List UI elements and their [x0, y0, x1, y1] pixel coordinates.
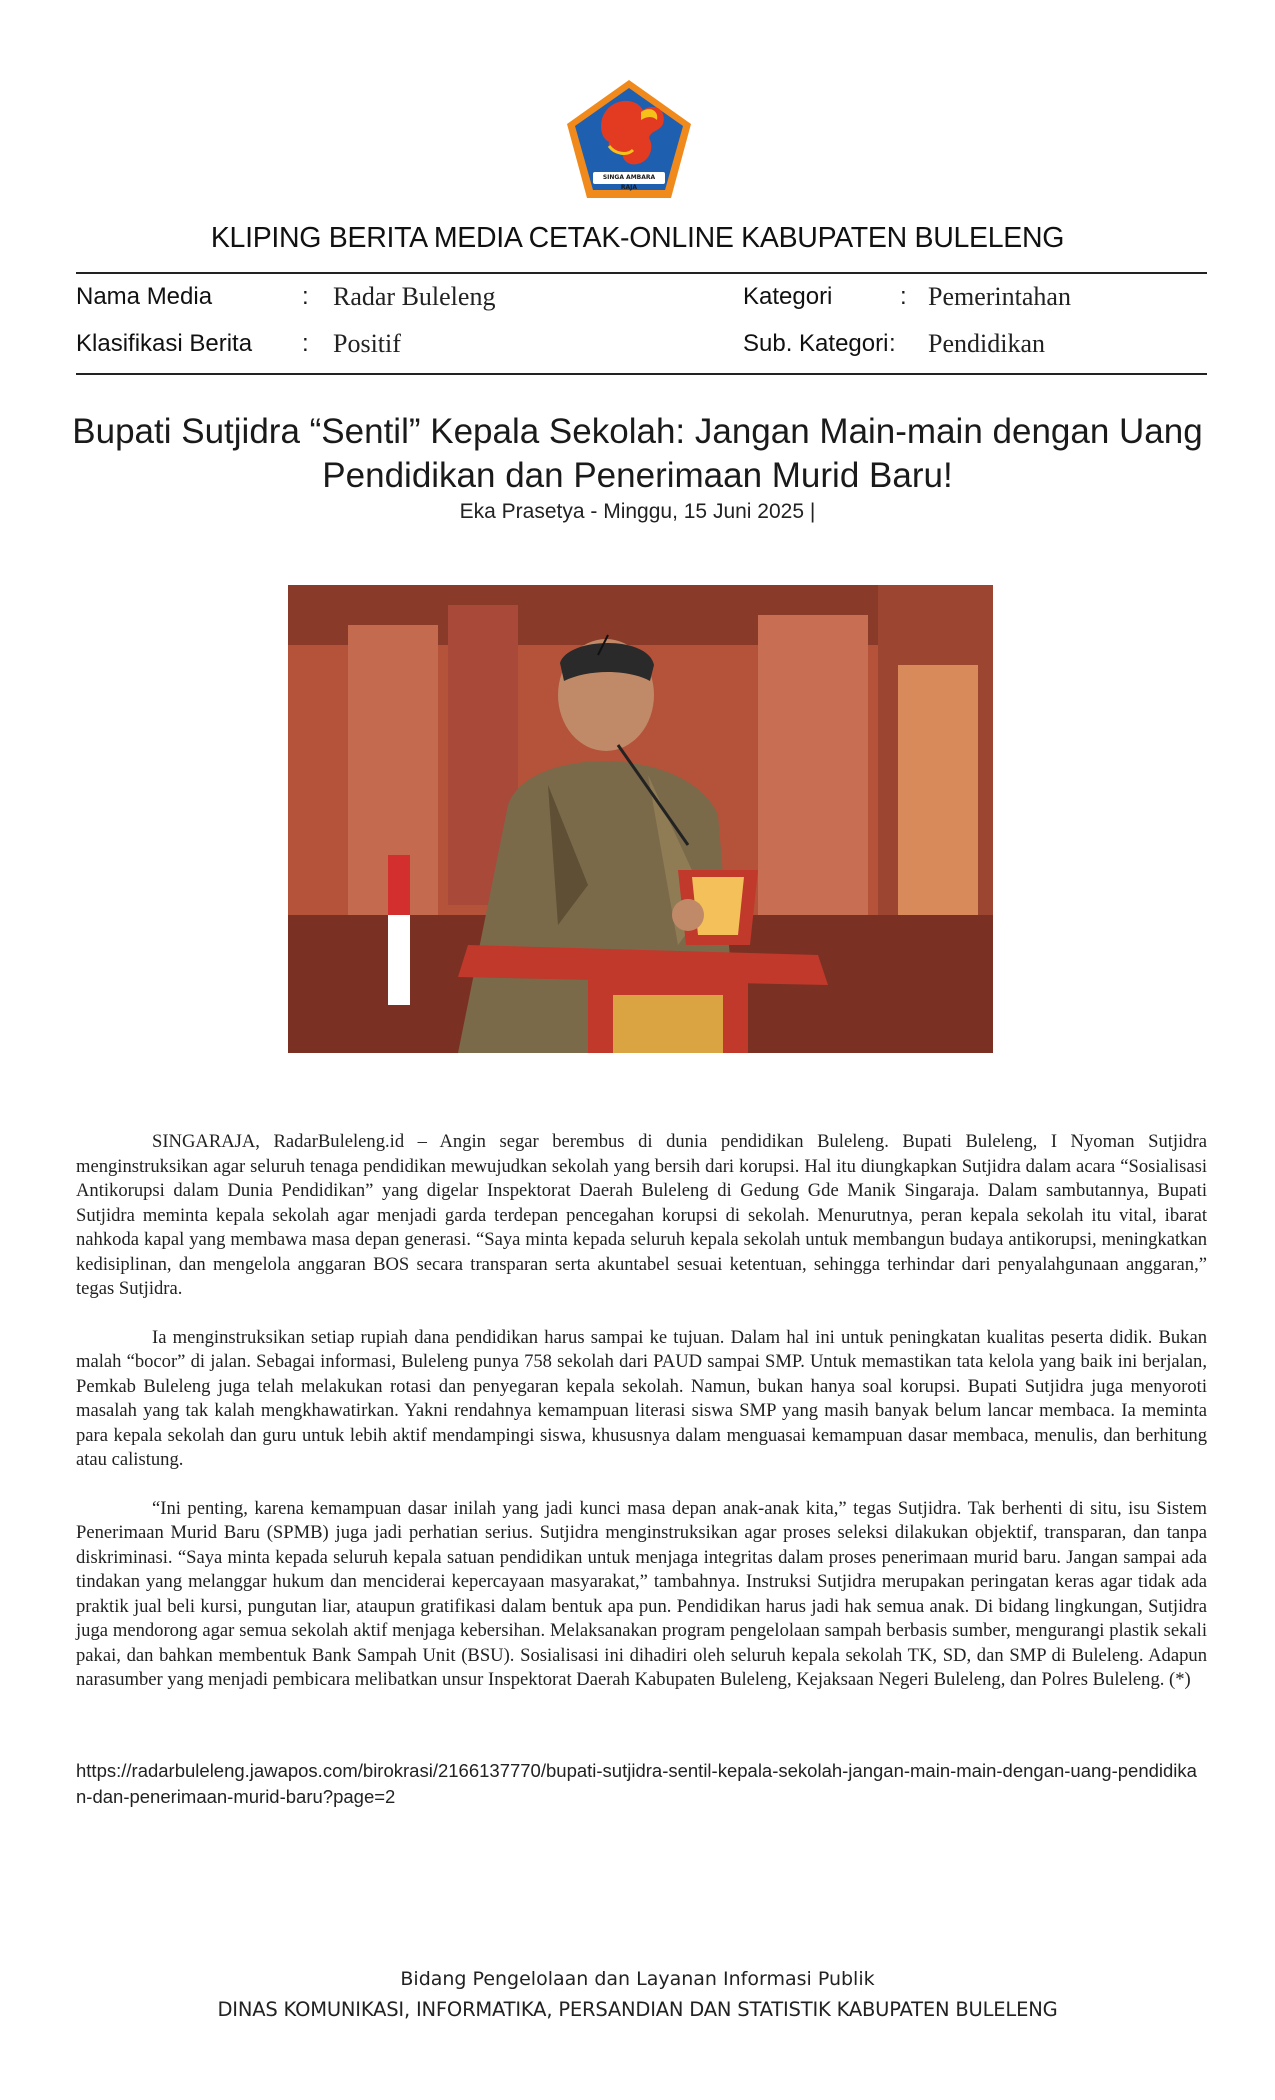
clipping-title: KLIPING BERITA MEDIA CETAK-ONLINE KABUPATEN BULELENG: [210, 222, 1065, 254]
source-url-link[interactable]: https://radarbuleleng.jawapos.com/birokrasi/2166137770/bupati-sutjidra-sentil-kepala-sekolah-jangan-main-main-dengan-uang-pendidikan-dan-penerimaan-murid-baru?page=2: [76, 1760, 1197, 1807]
media-label: Nama Media: [76, 283, 213, 310]
header-top-rule: [76, 272, 1207, 274]
crest-motto: SINGA AMBARA RAJA: [602, 174, 656, 191]
speaker-at-podium-photo: [288, 585, 993, 1053]
headline-line-1: Bupati Sutjidra “Sentil” Kepala Sekolah: Jangan Main-main dengan Uang: [72, 412, 1203, 451]
subkategori-value: Pendidikan: [928, 329, 1045, 358]
footer-department: Bidang Pengelolaan dan Layanan Informasi Publik: [400, 1968, 875, 1990]
klasifikasi-label: Klasifikasi Berita: [76, 330, 253, 357]
kategori-value: Pemerintahan: [928, 282, 1071, 311]
kategori-label: Kategori: [743, 283, 833, 310]
media-colon: :: [302, 283, 309, 310]
header-bottom-rule: [76, 373, 1207, 375]
article-byline: Eka Prasetya - Minggu, 15 Juni 2025 |: [459, 500, 816, 523]
article-body: [76, 1130, 1207, 1717]
klasifikasi-colon: :: [302, 330, 309, 357]
subkategori-colon: :: [889, 330, 896, 357]
media-value: Radar Buleleng: [333, 282, 496, 311]
klasifikasi-value: Positif: [333, 329, 401, 358]
headline-line-2: Pendidikan dan Penerimaan Murid Baru!: [322, 456, 953, 495]
article-paragraph-1: SINGARAJA, RadarBuleleng.id – Angin segar berembus di dunia pendidikan Buleleng. Bupati Buleleng, I Nyoman Sutjidra menginstruksikan agar seluruh tenaga pendidikan mewujudkan sekolah yang bersih dari korupsi. Hal itu diungkapkan Sutjidra dalam acara “Sosialisasi Antikorupsi dalam Dunia Pendidikan” yang digelar Inspektorat Daerah Buleleng di Gedung Gde Manik Singaraja. Dalam sambutannya, Bupati Sutjidra meminta kepala sekolah agar menjadi garda terdepan pencegahan korupsi di sekolah. Menurutnya, peran kepala sekolah itu vital, ibarat nahkoda kapal yang membawa masa depan generasi. “Saya minta kepada seluruh kepala sekolah untuk membangun budaya antikorupsi, meningkatkan kedisiplinan, dan mengelola anggaran BOS secara transparan serta akuntabel sesuai ketentuan, sehingga terhindar dari penyalahgunaan anggaran,” tegas Sutjidra.: [76, 1131, 1207, 1299]
article-paragraph-2: Ia menginstruksikan setiap rupiah dana pendidikan harus sampai ke tujuan. Dalam hal ini untuk peningkatan kualitas peserta didik. Bukan malah “bocor” di jalan. Sebagai informasi, Buleleng punya 758 sekolah dari PAUD sampai SMP. Untuk memastikan tata kelola yang baik ini berjalan, Pemkab Buleleng juga telah melakukan rotasi dan penyegaran kepala sekolah. Namun, bukan hanya soal korupsi. Bupati Sutjidra juga menyoroti masalah yang tak kalah mengkhawatirkan. Yakni rendahnya kemampuan literasi siswa SMP yang masih banyak belum lancar membaca. Ia meminta para kepala sekolah dan guru untuk lebih aktif mendampingi siswa, khususnya dalam menguasai kemampuan dasar membaca, menulis, dan berhitung atau calistung.: [76, 1326, 1207, 1470]
article-paragraph-3: “Ini penting, karena kemampuan dasar inilah yang jadi kunci masa depan anak-anak kita,” tegas Sutjidra. Tak berhenti di situ, isu Sistem Penerimaan Murid Baru (SPMB) juga jadi perhatian serius. Sutjidra menginstruksikan agar proses seleksi dilakukan objektif, transparan, dan tanpa diskriminasi. “Saya minta kepada seluruh kepala satuan pendidikan untuk menjaga integritas dalam proses penerimaan murid baru. Jangan sampai ada tindakan yang melanggar hukum dan menciderai kepercayaan masyarakat,” tambahnya. Instruksi Sutjidra merupakan peringatan keras agar tidak ada praktik jual beli kursi, pungutan liar, ataupun gratifikasi dalam bentuk apa pun. Pendidikan harus jadi hak semua anak. Di bidang lingkungan, Sutjidra juga mendorong agar semua sekolah aktif menjaga kebersihan. Melaksanakan program pengelolaan sampah berbasis sumber, mengurangi plastik sekali pakai, dan bahkan membentuk Bank Sampah Unit (BSU). Sosialisasi ini dihadiri oleh seluruh kepala sekolah TK, SD, dan SMP di Buleleng. Adapun narasumber yang menjadi pembicara melibatkan unsur Inspektorat Daerah Kabupaten Buleleng, Kejaksaan Negeri Buleleng, dan Polres Buleleng. (*): [76, 1497, 1207, 1690]
article-headline: [60, 410, 1215, 498]
subkategori-label: Sub. Kategori: [743, 330, 889, 357]
article-photo: [288, 585, 993, 1053]
kategori-colon: :: [900, 283, 907, 310]
footer-agency: DINAS KOMUNIKASI, INFORMATIKA, PERSANDIAN DAN STATISTIK KABUPATEN BULELENG: [217, 1998, 1058, 2021]
kabupaten-buleleng-crest-logo: [563, 76, 695, 202]
